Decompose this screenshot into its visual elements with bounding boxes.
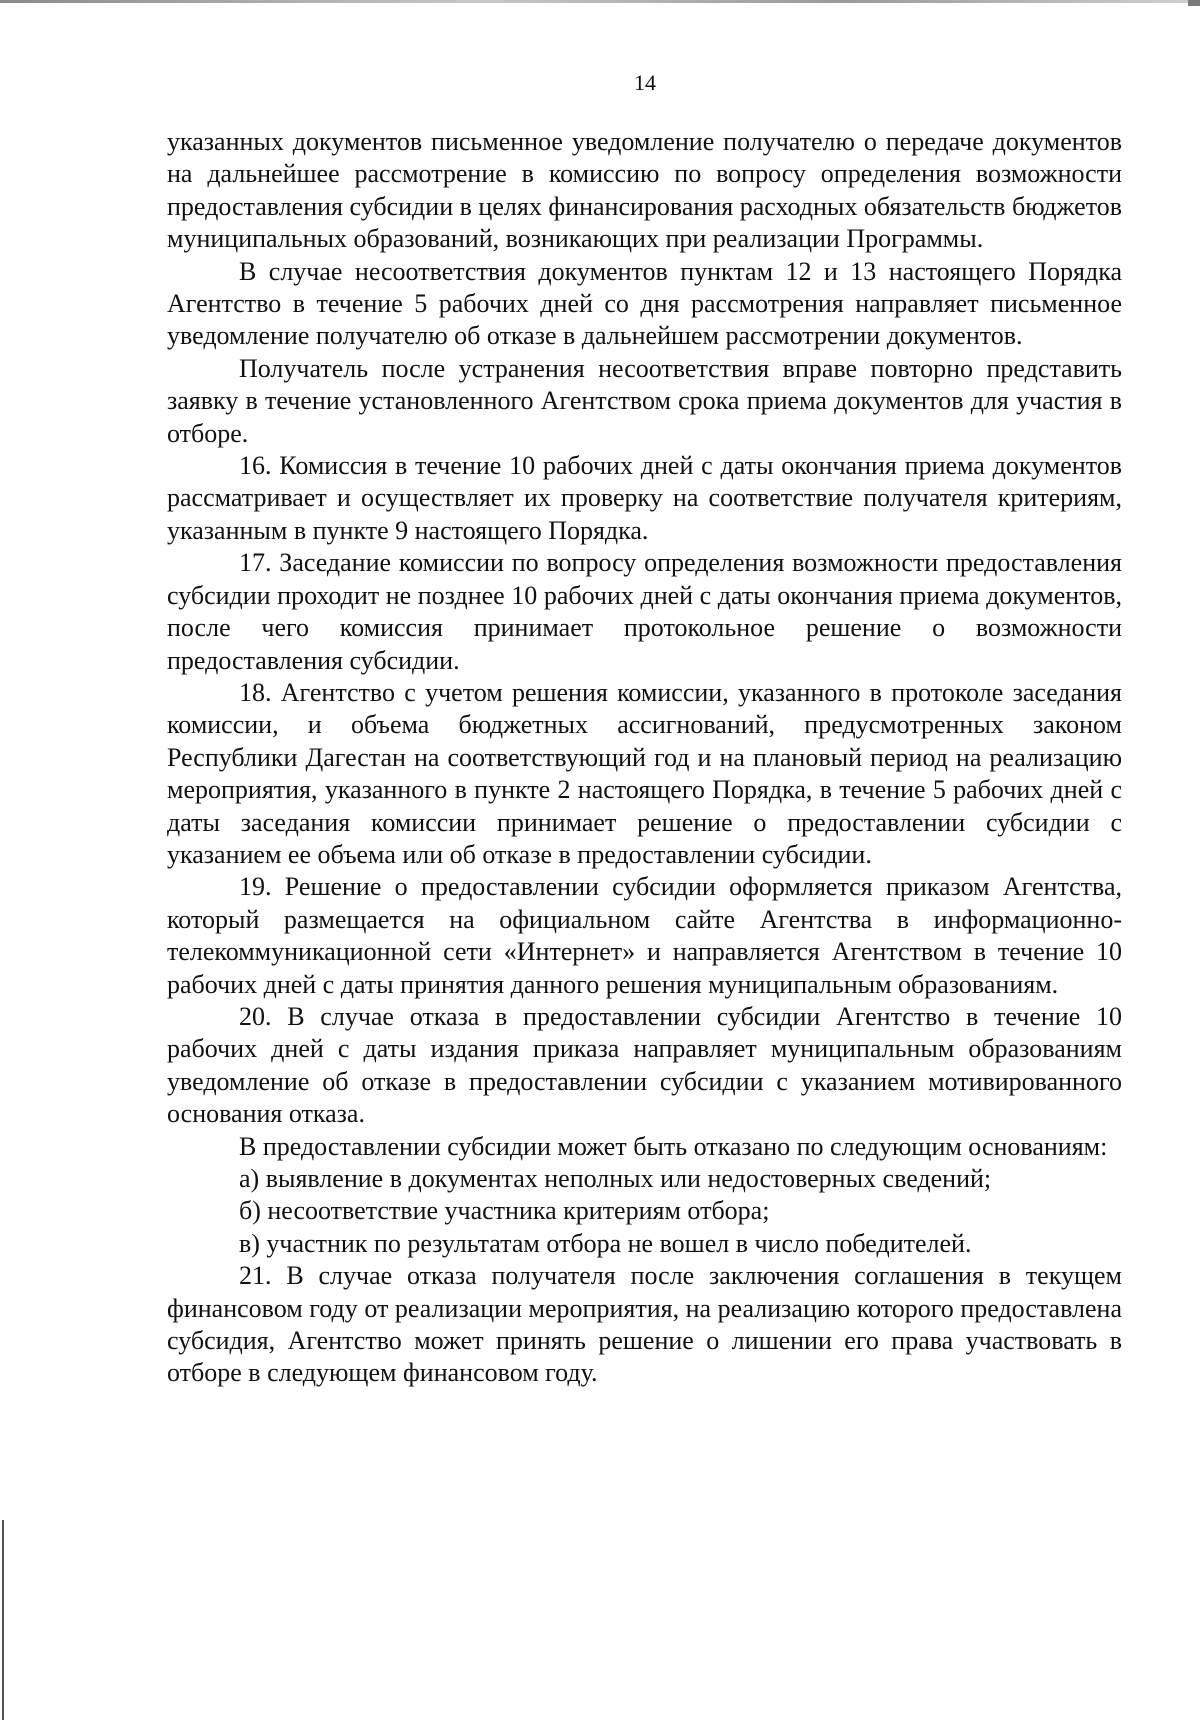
- paragraph-resubmission: Получатель после устранения несоответствия вправе повторно представить заявку в течение установленного Агентством срока приема документов для участия в отборе.: [167, 353, 1122, 448]
- paragraph-continuation: указанных документов письменное уведомление получателю о передаче документов на дальнейшее рассмотрение в комиссию по вопросу определения возможности предоставления субсидии в целях финансирования расходных обязательств бюджетов муниципальных образований, возникающих при реализации Программы.: [167, 127, 1122, 254]
- scan-border-top: [0, 0, 1200, 3]
- list-item-v: в) участник по результатам отбора не вошел в число победителей.: [239, 1228, 972, 1258]
- paragraph-nonconformity: В случае несоответствия документов пунктам 12 и 13 настоящего Порядка Агентство в течение 5 рабочих дней со дня рассмотрения направляет письменное уведомление получателю об отказе в дальнейшем рассмотрении документов.: [167, 256, 1122, 351]
- paragraph-clause-20: 20. В случае отказа в предоставлении субсидии Агентство в течение 10 рабочих дней с даты издания приказа направляет муниципальным образованиям уведомление об отказе в предоставлении субсидии с указанием мотивированного основания отказа.: [167, 1001, 1122, 1129]
- paragraph-clause-18: 18. Агентство с учетом решения комиссии, указанного в протоколе заседания комиссии, и объема бюджетных ассигнований, предусмотренных законом Республики Дагестан на соответствующий год и на плановый период на реализацию мероприятия, указанного в пункте 2 настоящего Порядка, в течение 5 рабочих дней с даты заседания комиссии принимает решение о предоставлении субсидии с указанием ее объема или об отказе в предоставлении субсидии.: [167, 677, 1122, 869]
- document-body: [167, 126, 1122, 1390]
- page-number: 14: [634, 70, 656, 95]
- list-item-b: б) несоответствие участника критериям отбора;: [239, 1196, 770, 1226]
- paragraph-clause-17: 17. Заседание комиссии по вопросу определения возможности предоставления субсидии проходит не позднее 10 рабочих дней с даты окончания приема документов, после чего комиссия принимает протокольное решение о возможности предоставления субсидии.: [167, 548, 1122, 675]
- paragraph-clause-16: 16. Комиссия в течение 10 рабочих дней с даты окончания приема документов рассматривает и осуществляет их проверку на соответствие получателя критериям, указанным в пункте 9 настоящего Порядка.: [167, 451, 1122, 545]
- paragraph-clause-19: 19. Решение о предоставлении субсидии оформляется приказом Агентства, который размещается на официальном сайте Агентства в информационно-телекоммуникационной сети «Интернет» и направляется Агентством в течение 10 рабочих дней с даты принятия данного решения муниципальным образованиям.: [167, 872, 1122, 999]
- scan-border-left: [2, 1520, 4, 1720]
- list-item-a: а) выявление в документах неполных или недостоверных сведений;: [239, 1164, 992, 1193]
- paragraph-refusal-grounds: В предоставлении субсидии может быть отказано по следующим основаниям:: [239, 1131, 1108, 1161]
- scan-border-corner: [1188, 0, 1200, 6]
- paragraph-clause-21: 21. В случае отказа получателя после заключения соглашения в текущем финансовом году от реализации мероприятия, на реализацию которого предоставлена субсидия, Агентство может принять решение о лишении его права участвовать в отборе в следующем финансовом году.: [167, 1261, 1122, 1388]
